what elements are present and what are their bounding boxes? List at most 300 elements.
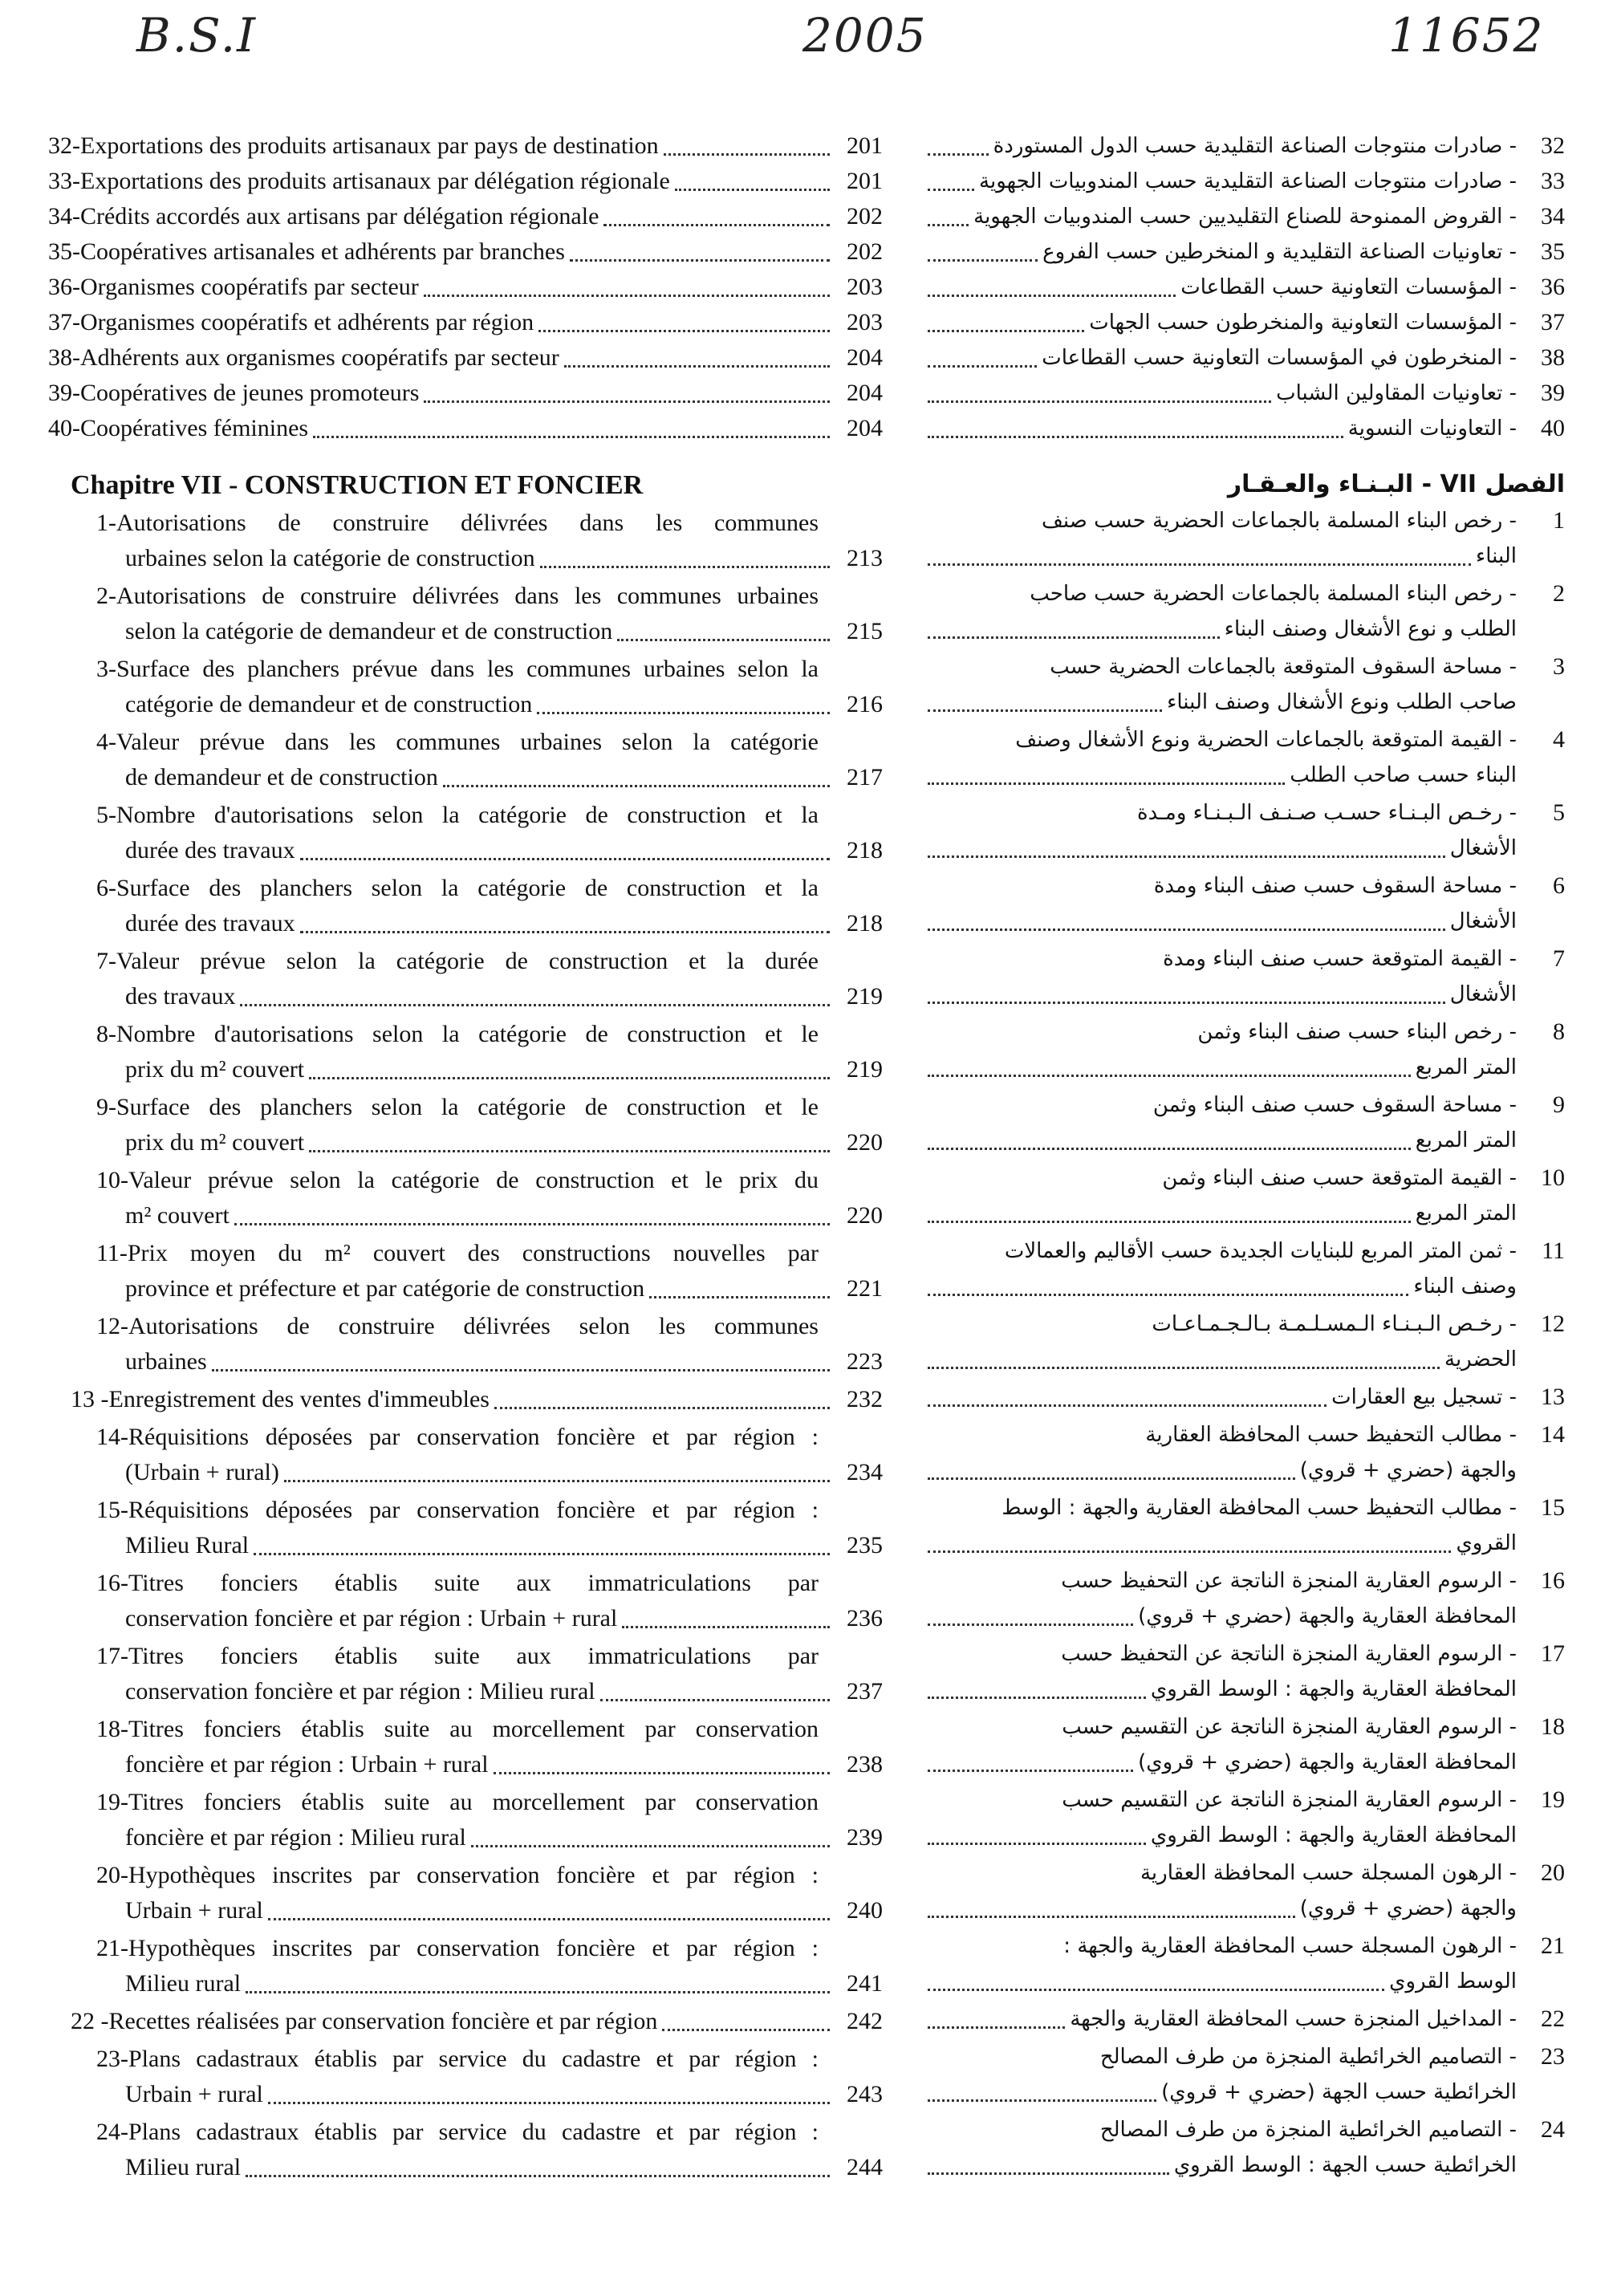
- entry-line1: [923, 1233, 1565, 1269]
- leader-dots: [540, 566, 830, 568]
- entry-title: - صادرات منتوجات الصناعة التقليدية حسب الدول المستوردة: [993, 134, 1517, 158]
- page-number: 219: [847, 983, 883, 1010]
- entry-title-line2: prix du m² couvert: [125, 1129, 305, 1156]
- entry-title-line1: - رخص البناء المسلمة بالجماعات الحضرية حسب صنف: [1041, 509, 1517, 533]
- entry-title-line1: 23-Plans cadastraux établis par service du cadastre et par région :: [96, 2046, 819, 2072]
- entry-line2: [48, 1820, 883, 1855]
- entry-line2: [48, 906, 883, 941]
- entry-line2: [48, 1528, 883, 1563]
- handwritten-mark-middle: 2005: [802, 8, 928, 63]
- entry-title-line2: durée des travaux: [125, 837, 295, 864]
- entry-line1: [923, 1490, 1565, 1526]
- leader-dots: [212, 1369, 830, 1372]
- entry-line2: [923, 685, 1565, 720]
- toc-entry-ar: [923, 2039, 1565, 2110]
- leader-dots: [928, 1367, 1440, 1369]
- entry-line1: [923, 1709, 1565, 1745]
- page-number: 202: [847, 203, 883, 230]
- chapter-title-ar: الفصل VII - البـنـاء والعـقـار: [1227, 470, 1565, 498]
- entry-title-line2: الأشغال: [1449, 982, 1517, 1006]
- handwritten-mark-right: 11652: [1388, 8, 1545, 63]
- toc-entry: [48, 1017, 883, 1087]
- toc-entry-ar: [923, 164, 1565, 199]
- entry-title: 13 -Enregistrement des ventes d'immeubles: [71, 1386, 490, 1412]
- entry-title: 39-Coopératives de jeunes promoteurs: [48, 380, 420, 406]
- toc-entry-ar: [923, 1380, 1565, 1415]
- leader-dots: [928, 400, 1271, 403]
- entry-number: 1: [1553, 507, 1565, 534]
- leader-dots: [928, 1294, 1408, 1296]
- entry-line2: [923, 538, 1565, 574]
- entry-number: 40: [1541, 415, 1565, 441]
- leader-dots: [928, 1623, 1133, 1626]
- page-number: 203: [847, 309, 883, 335]
- entry-title: - تعاونيات الصناعة التقليدية و المنخرطين حسب الفروع: [1042, 240, 1517, 264]
- entry-number: 33: [1541, 168, 1565, 194]
- page-number: 213: [847, 545, 883, 571]
- entry-title-line2: m² couvert: [125, 1202, 230, 1229]
- entry-title: 34-Crédits accordés aux artisans par délégation régionale: [48, 203, 599, 230]
- leader-dots: [928, 1221, 1411, 1223]
- entry-title-line1: 3-Surface des planchers prévue dans les communes urbaines selon la: [96, 656, 819, 682]
- entry-line1: [923, 1087, 1565, 1123]
- page-number: 240: [847, 1897, 883, 1924]
- toc-entry-ar: [923, 649, 1565, 720]
- leader-dots: [570, 259, 830, 262]
- toc-entry-ar: [923, 234, 1565, 270]
- page-number: 201: [847, 132, 883, 159]
- leader-dots: [538, 330, 830, 332]
- entry-title-line1: - رخـص البـنـاء حسـب صـنـف الـبـنـاء ومـدة: [1137, 801, 1517, 825]
- arabic-toc-column: [923, 128, 1565, 2183]
- entry-title: 40-Coopératives féminines: [48, 415, 309, 441]
- entry-title-line2: الأشغال: [1449, 836, 1517, 860]
- page-number: 204: [847, 344, 883, 371]
- leader-dots: [928, 855, 1445, 858]
- entry-number: 12: [1541, 1311, 1565, 1337]
- entry-line2: [48, 1052, 883, 1087]
- leader-dots: [494, 1772, 830, 1774]
- handwritten-mark-left: B.S.I: [136, 8, 258, 63]
- entry-line2: [923, 612, 1565, 647]
- entry-number: 11: [1542, 1237, 1565, 1264]
- toc-entry-ar: [923, 1855, 1565, 1926]
- entry-number: 7: [1553, 945, 1565, 972]
- entry-title-line1: - الرسوم العقارية المنجزة الناتجة عن التحفيظ حسب: [1061, 1642, 1517, 1666]
- page-number: 219: [847, 1056, 883, 1083]
- entry-title-line2: البناء حسب صاحب الطلب: [1290, 763, 1517, 787]
- entry-title-line1: - الرسوم العقارية المنجزة الناتجة عن التقسيم حسب: [1062, 1788, 1517, 1812]
- entry-line2: [48, 1601, 883, 1636]
- leader-dots: [928, 782, 1285, 785]
- entry-title-line2: province et préfecture et par catégorie de construction: [125, 1275, 645, 1302]
- entry-line2: [923, 2075, 1565, 2110]
- toc-entry: [48, 944, 883, 1014]
- leader-dots: [928, 2026, 1065, 2029]
- leader-dots: [675, 189, 830, 191]
- entry-title: 38-Adhérents aux organismes coopératifs par secteur: [48, 344, 559, 371]
- entry-number: 23: [1541, 2043, 1565, 2070]
- entry-line2: [48, 2150, 883, 2185]
- leader-dots: [928, 929, 1445, 931]
- page-number: 243: [847, 2081, 883, 2107]
- entry-number: 15: [1541, 1494, 1565, 1521]
- leader-dots: [928, 2172, 1169, 2175]
- entry-title-line1: 6-Surface des planchers selon la catégorie de construction et la: [96, 875, 819, 901]
- entry-line2: [923, 1123, 1565, 1158]
- page-number: 201: [847, 168, 883, 194]
- toc-entry: [48, 871, 883, 941]
- entry-number: 6: [1553, 872, 1565, 899]
- leader-dots: [928, 224, 969, 226]
- entry-title-line1: - مطالب التحفيظ حسب المحافظة العقارية والجهة : الوسط: [1001, 1496, 1517, 1520]
- entry-line1: [923, 1014, 1565, 1050]
- entry-line2: [48, 760, 883, 795]
- entry-title-line1: 1-Autorisations de construire délivrées dans les communes: [96, 510, 819, 536]
- entry-title-line2: المحافظة العقارية والجهة (حضري + قروي): [1138, 1750, 1517, 1774]
- entry-line1: [923, 576, 1565, 612]
- page-number: 221: [847, 1275, 883, 1302]
- entry-line2: [923, 1818, 1565, 1853]
- entry-title-line2: والجهة (حضري + قروي): [1299, 1896, 1517, 1920]
- leader-dots: [309, 1077, 830, 1079]
- entry-title-line2: durée des travaux: [125, 910, 295, 937]
- entry-title-line1: 21-Hypothèques inscrites par conservation foncière et par région :: [96, 1935, 819, 1961]
- entry-title-line2: المحافظة العقارية والجهة : الوسط القروي: [1150, 1677, 1517, 1701]
- toc-entry: [48, 798, 883, 868]
- entry-line2: [923, 1599, 1565, 1634]
- leader-dots: [928, 1916, 1295, 1918]
- entry-line2: [48, 1344, 883, 1380]
- toc-entry-ar: [923, 1563, 1565, 1634]
- leader-dots: [928, 330, 1084, 332]
- leader-dots: [471, 1845, 830, 1847]
- toc-entry: [48, 1931, 883, 2001]
- entry-line2: [923, 1891, 1565, 1926]
- entry-number: 35: [1541, 238, 1565, 265]
- toc-entry: [48, 1639, 883, 1709]
- entry-title-line2: المتر المربع: [1415, 1055, 1517, 1079]
- toc-entry: [48, 340, 883, 376]
- entry-line2: [923, 1964, 1565, 1999]
- entry-title-line1: 8-Nombre d'autorisations selon la catégorie de construction et le: [96, 1021, 819, 1047]
- entry-title: - تسجيل بيع العقارات: [1331, 1385, 1517, 1409]
- entry-title-line2: والجهة (حضري + قروي): [1299, 1458, 1517, 1482]
- entry-line2: [48, 1747, 883, 1782]
- entry-title-line2: Urbain + rural: [125, 1897, 263, 1924]
- toc-entry-ar: [923, 1782, 1565, 1853]
- chapter-title: Chapitre VII - CONSTRUCTION ET FONCIER: [71, 470, 644, 500]
- entry-title-line2: الخرائطية حسب الجهة (حضري + قروي): [1161, 2080, 1517, 2104]
- entry-line2: [48, 1125, 883, 1160]
- entry-line1: [923, 649, 1565, 685]
- entry-line2: [48, 1674, 883, 1709]
- toc-entry-ar: [923, 376, 1565, 411]
- entry-number: 16: [1541, 1567, 1565, 1594]
- entry-title-line2: الأشغال: [1449, 909, 1517, 933]
- entry-title: - المداخيل المنجزة حسب المحافظة العقارية والجهة: [1070, 2007, 1517, 2031]
- leader-dots: [928, 1404, 1327, 1407]
- toc-entry: [48, 376, 883, 411]
- entry-title-line1: 11-Prix moyen du m² couvert des constructions nouvelles par: [96, 1240, 819, 1266]
- toc-entry: [48, 164, 883, 199]
- entry-title-line1: 2-Autorisations de construire délivrées dans les communes urbaines: [96, 583, 819, 609]
- leader-dots: [928, 1148, 1411, 1150]
- entry-line1: [923, 1563, 1565, 1599]
- entry-line2: [923, 1050, 1565, 1085]
- toc-entry-ar: [923, 305, 1565, 340]
- entry-title: - المؤسسات التعاونية والمنخرطون حسب الجهات: [1089, 311, 1517, 335]
- entry-title-line2: Milieu Rural: [125, 1532, 250, 1558]
- entry-title-line2: المحافظة العقارية والجهة (حضري + قروي): [1138, 1604, 1517, 1628]
- entry-number: 37: [1541, 309, 1565, 335]
- toc-entry: [48, 1712, 883, 1782]
- entry-title-line1: - رخص البناء المسلمة بالجماعات الحضرية حسب صاحب: [1030, 582, 1517, 606]
- toc-entry-ar: [923, 868, 1565, 939]
- leader-dots: [928, 1843, 1146, 1845]
- entry-title-line1: - التصاميم الخرائطية المنجزة من طرف المصالح: [1099, 2045, 1517, 2069]
- toc-entry-ar: [923, 1087, 1565, 1158]
- leader-dots: [443, 785, 830, 787]
- entry-line2: [923, 831, 1565, 866]
- leader-dots: [424, 295, 830, 297]
- page-number: 242: [847, 2008, 883, 2034]
- toc-entry-ar: [923, 1160, 1565, 1231]
- entry-number: 17: [1541, 1640, 1565, 1667]
- entry-title-line2: urbaines selon la catégorie de construction: [125, 545, 535, 571]
- page-number: 204: [847, 415, 883, 441]
- toc-entry: [48, 1858, 883, 1928]
- entry-title: 36-Organismes coopératifs par secteur: [48, 274, 419, 300]
- toc-entry: [48, 1382, 883, 1417]
- leader-dots: [246, 1991, 830, 1993]
- entry-title-line1: 14-Réquisitions déposées par conservation foncière et par région :: [96, 1424, 819, 1450]
- entry-line2: [48, 979, 883, 1014]
- leader-dots: [537, 712, 830, 714]
- toc-entry-ar: [923, 1014, 1565, 1085]
- entry-title-line1: - التصاميم الخرائطية المنجزة من طرف المصالح: [1099, 2118, 1517, 2142]
- entry-number: 38: [1541, 344, 1565, 371]
- toc-entry-ar: [923, 2001, 1565, 2037]
- french-toc-column: [48, 128, 883, 2185]
- toc-entry-ar: [923, 1928, 1565, 1999]
- toc-entry: [48, 2004, 883, 2039]
- toc-entry: [48, 411, 883, 446]
- page-number: 204: [847, 380, 883, 406]
- entry-title-line2: البناء: [1476, 544, 1517, 568]
- entry-number: 14: [1541, 1421, 1565, 1448]
- entry-line2: [923, 1342, 1565, 1377]
- entry-title-line1: - الرسوم العقارية المنجزة الناتجة عن التقسيم حسب: [1062, 1715, 1517, 1739]
- entry-title-line2: prix du m² couvert: [125, 1056, 305, 1083]
- toc-entry-ar: [923, 1636, 1565, 1707]
- entry-title-line2: de demandeur et de construction: [125, 764, 438, 790]
- page-number: 236: [847, 1605, 883, 1632]
- entry-title-line2: conservation foncière et par région : Urbain + rural: [125, 1605, 618, 1632]
- leader-dots: [300, 931, 830, 933]
- entry-title-line2: الطلب و نوع الأشغال وصنف البناء: [1224, 617, 1517, 641]
- leader-dots: [240, 1004, 830, 1006]
- entry-number: 32: [1541, 132, 1565, 159]
- toc-entry: [48, 1420, 883, 1490]
- entry-title-line2: des travaux: [125, 983, 236, 1010]
- leader-dots: [928, 295, 1176, 297]
- entry-title-line1: 4-Valeur prévue dans les communes urbaines selon la catégorie: [96, 729, 819, 755]
- leader-dots: [254, 1553, 830, 1555]
- leader-dots: [928, 1697, 1146, 1699]
- entry-title-line2: المحافظة العقارية والجهة : الوسط القروي: [1150, 1823, 1517, 1847]
- entry-number: 24: [1541, 2116, 1565, 2143]
- entry-title-line1: - القيمة المتوقعة حسب صنف البناء ومدة: [1163, 947, 1517, 971]
- entry-title-line2: الوسط القروي: [1389, 1969, 1517, 1993]
- leader-dots: [928, 709, 1162, 712]
- toc-entry-ar: [923, 1417, 1565, 1488]
- toc-entry: [48, 1493, 883, 1563]
- leader-dots: [649, 1296, 830, 1298]
- toc-entry-ar: [923, 795, 1565, 866]
- toc-entry-ar: [923, 340, 1565, 376]
- page-number: 235: [847, 1532, 883, 1558]
- leader-dots: [928, 365, 1037, 368]
- entry-title-line1: 5-Nombre d'autorisations selon la catégorie de construction et la: [96, 802, 819, 828]
- entry-title-line2: القروي: [1456, 1531, 1517, 1555]
- entry-title: - القروض الممنوحة للصناع التقليديين حسب المندوبيات الجهوية: [973, 205, 1517, 229]
- entry-line2: [48, 1271, 883, 1306]
- entry-line1: [923, 1636, 1565, 1672]
- toc-entry: [48, 1236, 883, 1306]
- entry-title-line1: - مساحة السقوف المتوقعة بالجماعات الحضرية حسب: [1050, 655, 1517, 679]
- entry-line2: [923, 1269, 1565, 1304]
- toc-entry: [48, 1785, 883, 1855]
- entry-title-line1: - مساحة السقوف حسب صنف البناء وثمن: [1152, 1093, 1517, 1117]
- toc-entry: [48, 305, 883, 340]
- page-number: 237: [847, 1678, 883, 1705]
- entry-line2: [48, 1966, 883, 2001]
- leader-dots: [300, 858, 830, 860]
- entry-title-line2: Urbain + rural: [125, 2081, 263, 2107]
- entry-title-line1: - الرهون المسجلة حسب المحافظة العقارية والجهة :: [1063, 1934, 1517, 1958]
- entry-number: 8: [1553, 1018, 1565, 1045]
- leader-dots: [268, 2102, 830, 2104]
- toc-entry: [48, 652, 883, 722]
- entry-line1: [923, 2039, 1565, 2075]
- leader-dots: [662, 2029, 830, 2031]
- entry-title-line2: foncière et par région : Milieu rural: [125, 1824, 466, 1851]
- leader-dots: [246, 2175, 830, 2177]
- entry-line1: [923, 2112, 1565, 2148]
- toc-entry-ar: [923, 199, 1565, 234]
- entry-line1: [923, 941, 1565, 977]
- entry-title-line1: 24-Plans cadastraux établis par service du cadastre et par région :: [96, 2119, 819, 2145]
- toc-entry: [48, 128, 883, 164]
- entry-line1: [923, 795, 1565, 831]
- page-number: 203: [847, 274, 883, 300]
- page-number: 215: [847, 618, 883, 644]
- entry-line2: [923, 977, 1565, 1012]
- toc-entry-ar: [923, 411, 1565, 446]
- entry-title-line2: foncière et par région : Urbain + rural: [125, 1751, 489, 1778]
- entry-line1: [923, 1417, 1565, 1453]
- entry-title: 22 -Recettes réalisées par conservation foncière et par région: [71, 2008, 658, 2034]
- entry-title-line1: 16-Titres fonciers établis suite aux immatriculations par: [96, 1570, 819, 1596]
- toc-entry: [48, 725, 883, 795]
- leader-dots: [603, 224, 830, 226]
- leader-dots: [928, 259, 1038, 262]
- toc-entry-ar: [923, 2112, 1565, 2183]
- entry-title: - تعاونيات المقاولين الشباب: [1276, 381, 1517, 405]
- entry-number: 9: [1553, 1091, 1565, 1118]
- page-number: 220: [847, 1202, 883, 1229]
- leader-dots: [313, 436, 830, 438]
- entry-title-line1: 18-Titres fonciers établis suite au morcellement par conservation: [96, 1716, 819, 1742]
- toc-entry-ar: [923, 1233, 1565, 1304]
- leader-dots: [928, 636, 1220, 639]
- leader-dots: [928, 1075, 1411, 1077]
- entry-title-line1: 20-Hypothèques inscrites par conservation foncière et par région :: [96, 1862, 819, 1888]
- page-number: 202: [847, 238, 883, 265]
- toc-entry: [48, 1163, 883, 1233]
- entry-title-line2: catégorie de demandeur et de construction: [125, 691, 533, 717]
- entry-title: - التعاونيات النسوية: [1347, 417, 1517, 441]
- toc-entry-ar: [923, 576, 1565, 647]
- leader-dots: [928, 436, 1343, 438]
- entry-number: 34: [1541, 203, 1565, 230]
- entry-title-line2: المتر المربع: [1415, 1128, 1517, 1152]
- toc-entry-ar: [923, 722, 1565, 793]
- entry-title-line2: (Urbain + rural): [125, 1459, 279, 1485]
- entry-line2: [48, 541, 883, 576]
- page-number: 244: [847, 2154, 883, 2180]
- toc-entry: [48, 506, 883, 576]
- entry-line2: [923, 1453, 1565, 1488]
- toc-entry-ar: [923, 1306, 1565, 1377]
- page-number: 217: [847, 764, 883, 790]
- entry-title-line1: - مطالب التحفيظ حسب المحافظة العقارية: [1145, 1423, 1517, 1447]
- toc-entry: [48, 2042, 883, 2112]
- page-number: 239: [847, 1824, 883, 1851]
- entry-number: 19: [1541, 1786, 1565, 1813]
- toc-entry-ar: [923, 1490, 1565, 1561]
- entry-number: 10: [1541, 1164, 1565, 1191]
- entry-title-line1: - القيمة المتوقعة بالجماعات الحضرية ونوع الأشغال وصنف: [1015, 728, 1517, 752]
- entry-line2: [923, 1672, 1565, 1707]
- page-number: 218: [847, 910, 883, 937]
- leader-dots: [928, 153, 989, 156]
- toc-entry-ar: [923, 503, 1565, 574]
- entry-line1: [923, 722, 1565, 758]
- entry-title-line1: 15-Réquisitions déposées par conservation foncière et par région :: [96, 1497, 819, 1523]
- entry-title-line2: urbaines: [125, 1348, 207, 1375]
- leader-dots: [928, 563, 1471, 566]
- toc-entry: [48, 199, 883, 234]
- leader-dots: [600, 1699, 830, 1701]
- entry-number: 36: [1541, 274, 1565, 300]
- toc-entry-ar: [923, 128, 1565, 164]
- entry-number: 3: [1553, 653, 1565, 680]
- leader-dots: [494, 1407, 830, 1409]
- entry-title-line1: - الرهون المسجلة حسب المحافظة العقارية: [1140, 1861, 1517, 1885]
- entry-line1: [923, 503, 1565, 538]
- entry-number: 21: [1541, 1932, 1565, 1959]
- entry-title-line2: Milieu rural: [125, 2154, 242, 2180]
- entry-title-line2: وصنف البناء: [1413, 1274, 1517, 1298]
- entry-title: - المنخرطون في المؤسسات التعاونية حسب القطاعات: [1042, 346, 1517, 370]
- toc-entry: [48, 1309, 883, 1380]
- entry-number: 18: [1541, 1713, 1565, 1740]
- entry-title-line1: - رخص البناء حسب صنف البناء وثمن: [1197, 1020, 1517, 1044]
- entry-title-line1: 9-Surface des planchers selon la catégorie de construction et le: [96, 1094, 819, 1120]
- page-number: 216: [847, 691, 883, 717]
